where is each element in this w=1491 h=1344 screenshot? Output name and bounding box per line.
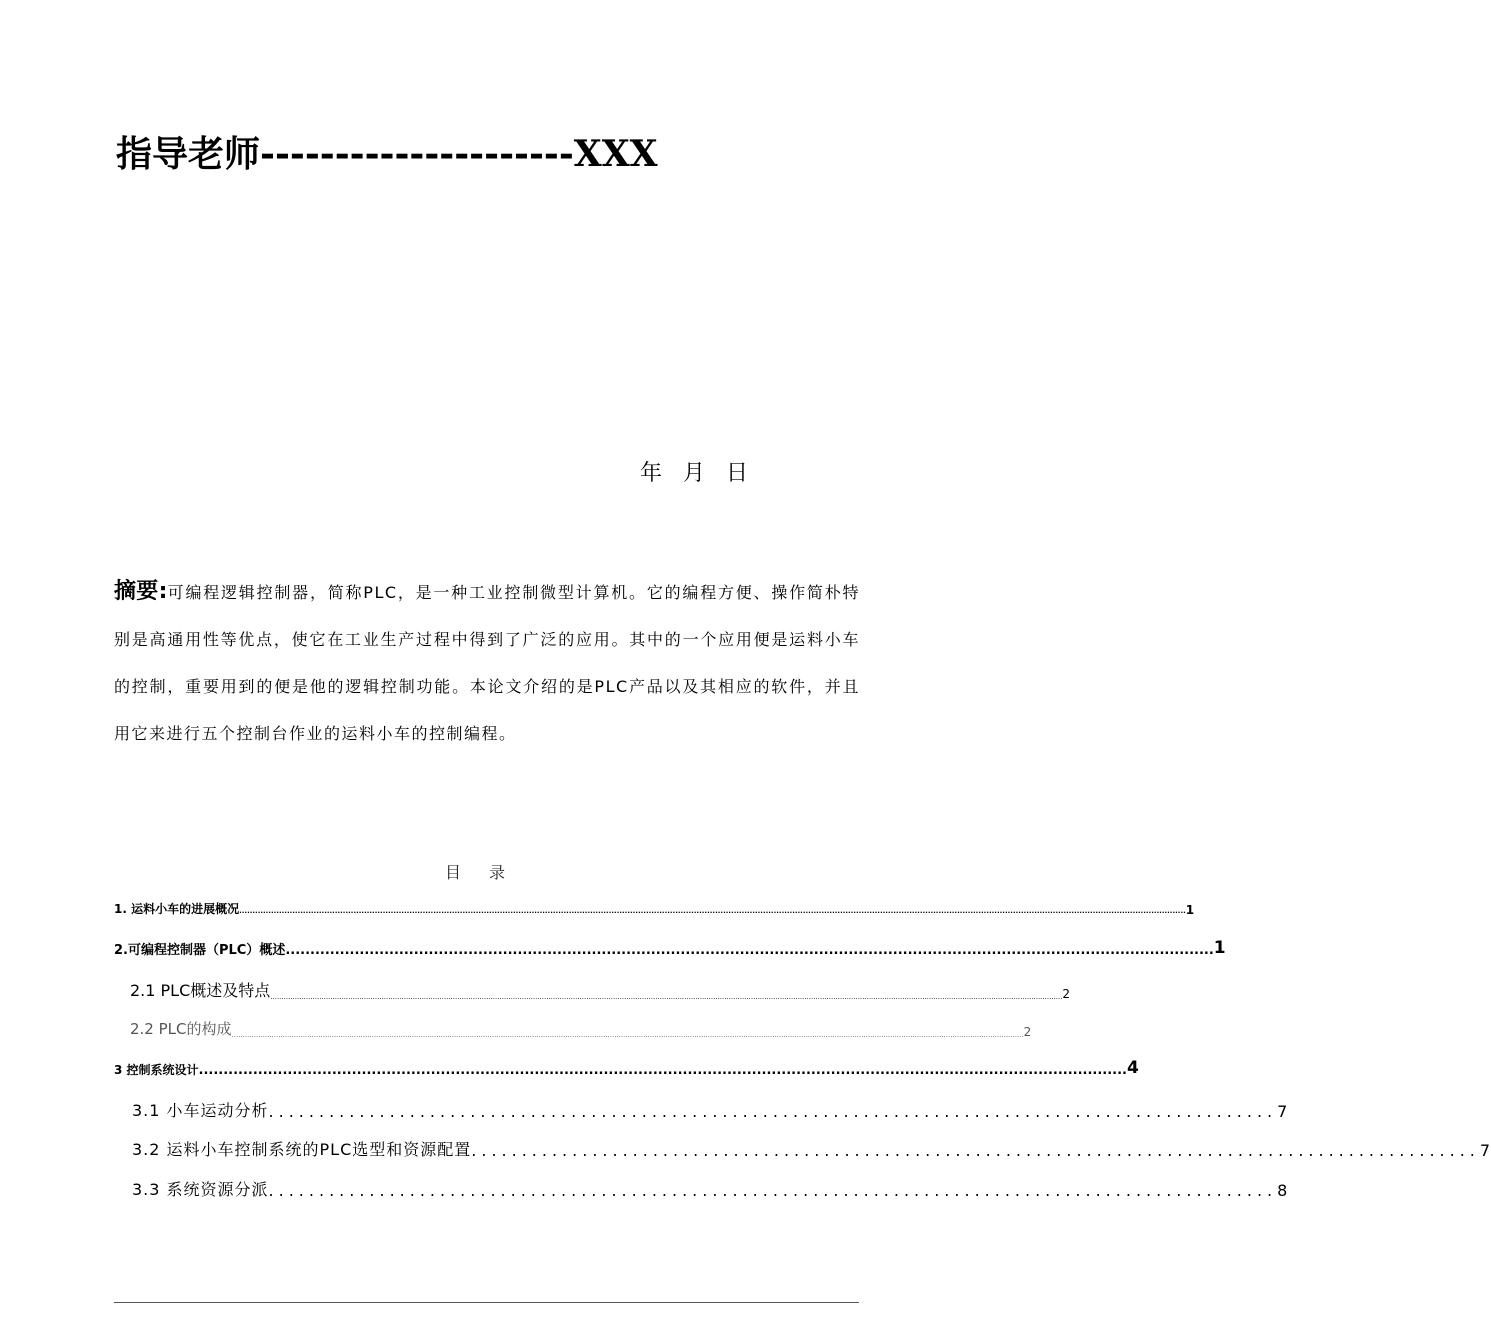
toc-entry[interactable] xyxy=(114,1058,1139,1078)
toc-leader: ............................................................................................................................................................................................ xyxy=(285,943,1214,958)
toc-leader: ............................................................................................................................................................................................ xyxy=(198,1063,1127,1078)
date-month: 月 xyxy=(683,461,706,486)
toc-entry[interactable] xyxy=(132,1098,1289,1121)
date-day: 日 xyxy=(726,461,749,486)
toc-entry-page: 2 xyxy=(1062,987,1071,1001)
toc-entry-page: 7 xyxy=(1277,1102,1289,1121)
toc-entry-title: 2.2 PLC的构成 xyxy=(130,1020,232,1038)
toc-entry[interactable] xyxy=(132,1137,1491,1160)
toc-leader: .................................................................................................... xyxy=(268,1102,1278,1121)
toc-title-right: 录 xyxy=(489,863,506,882)
toc-entry[interactable] xyxy=(114,900,1195,917)
toc-entry-title: 3.3 系统资源分派 xyxy=(132,1180,269,1199)
toc-entry-title: 2.1 PLC概述及特点 xyxy=(130,981,271,1000)
toc-entry[interactable] xyxy=(130,978,1071,1001)
toc-entry[interactable] xyxy=(114,938,1226,958)
toc-entry[interactable] xyxy=(132,1177,1289,1200)
toc-entry-title: 3.2 运料小车控制系统的PLC选型和资源配置 xyxy=(132,1140,472,1159)
toc-entry-page: 1 xyxy=(1185,903,1195,917)
toc-entry-page: 7 xyxy=(1479,1141,1491,1160)
toc-entry-page: 8 xyxy=(1277,1181,1289,1200)
toc-entry-title: 2.可编程控制器（PLC）概述 xyxy=(114,943,286,958)
toc-leader: .................................................................................................................................................................................................................................................................................................................................................................... xyxy=(231,1031,1024,1039)
abstract-text: 可编程逻辑控制器，简称PLC，是一种工业控制微型计算机。它的编程方便、操作简朴特别是高通用性等优点，使它在工业生产过程中得到了广泛的应用。其中的一个应用便是运料小车的控制，重要用到的便是他的逻辑控制功能。本论文介绍的是PLC产品以及其相应的软件，并且用它来进行五个控制台作业的运料小车的控制编程。 xyxy=(114,583,860,743)
toc-leader: .................................................................................................................................................................................................................................................................................................................................................................... xyxy=(239,907,1186,915)
toc-entry-title: 3 控制系统设计 xyxy=(114,1063,199,1077)
toc-entry-page: 2 xyxy=(1023,1025,1032,1039)
toc-title xyxy=(0,860,950,883)
toc-entry-page: 1 xyxy=(1213,938,1226,958)
toc-leader: .................................................................................................... xyxy=(471,1141,1480,1160)
toc-entry[interactable] xyxy=(130,1018,1032,1039)
toc-entry-title: 1. 运料小车的进展概况 xyxy=(114,902,240,916)
toc-leader: .................................................................................................... xyxy=(268,1181,1278,1200)
date-year: 年 xyxy=(640,461,663,486)
toc-entry-title: 3.1 小车运动分析 xyxy=(132,1101,269,1120)
toc-title-left: 目 xyxy=(444,863,461,882)
advisor-line: 指导老师---------------------XXX xyxy=(116,133,658,175)
abstract-paragraph xyxy=(114,568,860,757)
footer-divider xyxy=(114,1302,859,1303)
toc-entry-page: 4 xyxy=(1126,1058,1139,1078)
abstract-label: 摘要: xyxy=(114,579,168,604)
toc-leader: .................................................................................................................................................................................................................................................................................................................................................................... xyxy=(270,993,1063,1001)
date-line xyxy=(640,456,762,487)
